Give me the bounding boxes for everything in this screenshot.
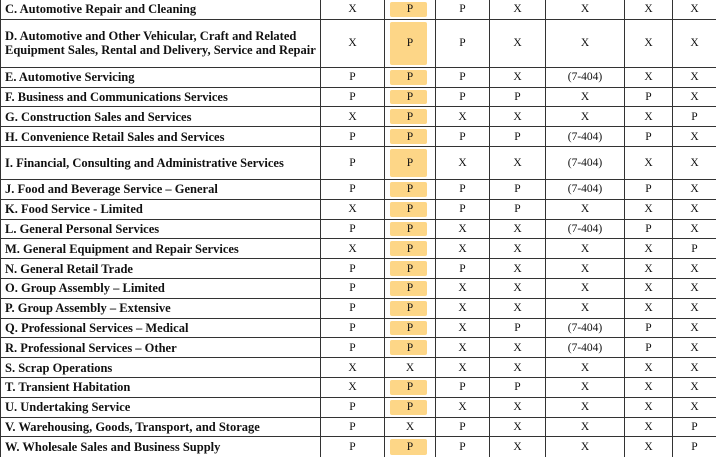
permission-cell: P bbox=[673, 239, 716, 259]
permission-cell: P bbox=[436, 259, 490, 279]
highlighted-permission-cell bbox=[385, 239, 436, 259]
table-row bbox=[1, 417, 716, 437]
permission-cell: X bbox=[436, 298, 490, 318]
permission-value: P bbox=[407, 263, 413, 275]
permission-cell: X bbox=[625, 437, 673, 457]
permission-cell: X bbox=[673, 179, 716, 199]
permission-cell: X bbox=[490, 219, 546, 239]
permission-cell: X bbox=[673, 338, 716, 358]
permission-value: P bbox=[407, 223, 413, 235]
use-category-label: M. General Equipment and Repair Services bbox=[1, 239, 321, 259]
permission-cell: X bbox=[436, 358, 490, 378]
permission-cell: P bbox=[321, 338, 385, 358]
permission-cell: P bbox=[321, 437, 385, 457]
permission-cell: P bbox=[625, 219, 673, 239]
highlighted-permission-cell bbox=[385, 377, 436, 397]
permission-cell: X bbox=[546, 87, 625, 107]
permission-value: P bbox=[407, 282, 413, 294]
permission-cell: X bbox=[673, 146, 716, 179]
permission-cell: X bbox=[490, 19, 546, 67]
permission-cell: X bbox=[546, 199, 625, 219]
table-row bbox=[1, 199, 716, 219]
permission-cell: P bbox=[321, 67, 385, 87]
permission-cell: (7-404) bbox=[546, 318, 625, 338]
permission-cell: X bbox=[490, 107, 546, 127]
permission-cell: (7-404) bbox=[546, 146, 625, 179]
permission-cell: P bbox=[673, 417, 716, 437]
permission-cell: X bbox=[490, 259, 546, 279]
permission-cell: X bbox=[490, 239, 546, 259]
permission-cell: (7-404) bbox=[546, 219, 625, 239]
highlighted-permission-cell bbox=[385, 298, 436, 318]
use-category-label: F. Business and Communications Services bbox=[1, 87, 321, 107]
permission-cell: X bbox=[673, 127, 716, 147]
permission-cell: (7-404) bbox=[546, 338, 625, 358]
permission-value: P bbox=[407, 401, 413, 413]
permission-cell: P bbox=[321, 318, 385, 338]
highlighted-permission-cell bbox=[385, 437, 436, 457]
permission-cell: X bbox=[673, 0, 716, 19]
permission-cell: P bbox=[673, 437, 716, 457]
use-category-label: R. Professional Services – Other bbox=[1, 338, 321, 358]
use-category-label: D. Automotive and Other Vehicular, Craft and Related Equipment Sales, Rental and Delivery, Service and Repair bbox=[1, 19, 321, 67]
permission-cell: X bbox=[321, 377, 385, 397]
permission-cell: P bbox=[436, 377, 490, 397]
permission-cell: P bbox=[321, 146, 385, 179]
permission-value: P bbox=[407, 322, 413, 334]
permission-cell: X bbox=[546, 278, 625, 298]
permission-cell: X bbox=[673, 397, 716, 417]
use-category-label: E. Automotive Servicing bbox=[1, 67, 321, 87]
permission-cell: X bbox=[321, 239, 385, 259]
permission-cell: X bbox=[490, 146, 546, 179]
use-category-label: W. Wholesale Sales and Business Supply bbox=[1, 437, 321, 457]
table-row bbox=[1, 437, 716, 457]
permission-cell: X bbox=[321, 358, 385, 378]
use-category-label: V. Warehousing, Goods, Transport, and Storage bbox=[1, 417, 321, 437]
highlighted-permission-cell bbox=[385, 179, 436, 199]
permission-cell: X bbox=[385, 417, 436, 437]
permission-cell: X bbox=[490, 437, 546, 457]
permission-cell: X bbox=[436, 146, 490, 179]
permission-cell: X bbox=[436, 397, 490, 417]
permission-cell: X bbox=[436, 219, 490, 239]
permission-value: P bbox=[407, 381, 413, 393]
permission-cell: X bbox=[490, 358, 546, 378]
permission-cell: P bbox=[625, 127, 673, 147]
use-category-label: C. Automotive Repair and Cleaning bbox=[1, 0, 321, 19]
table-row bbox=[1, 19, 716, 67]
permission-cell: X bbox=[490, 278, 546, 298]
permission-cell: P bbox=[436, 127, 490, 147]
permission-cell: X bbox=[673, 298, 716, 318]
use-category-label: P. Group Assembly – Extensive bbox=[1, 298, 321, 318]
permission-cell: P bbox=[321, 127, 385, 147]
use-category-label: K. Food Service - Limited bbox=[1, 199, 321, 219]
permission-cell: P bbox=[321, 87, 385, 107]
permission-cell: X bbox=[625, 146, 673, 179]
table-row bbox=[1, 298, 716, 318]
permission-cell: X bbox=[673, 219, 716, 239]
permission-cell: X bbox=[625, 377, 673, 397]
permission-cell: X bbox=[546, 0, 625, 19]
table-row bbox=[1, 259, 716, 279]
table-row bbox=[1, 107, 716, 127]
permission-cell: X bbox=[321, 107, 385, 127]
permission-value: P bbox=[407, 203, 413, 215]
use-category-label: O. Group Assembly – Limited bbox=[1, 278, 321, 298]
permission-cell: X bbox=[625, 397, 673, 417]
permission-cell: P bbox=[625, 87, 673, 107]
highlighted-permission-cell bbox=[385, 67, 436, 87]
permission-cell: X bbox=[546, 298, 625, 318]
table-row bbox=[1, 146, 716, 179]
table-row bbox=[1, 318, 716, 338]
table-row bbox=[1, 127, 716, 147]
table-row bbox=[1, 67, 716, 87]
use-category-label: I. Financial, Consulting and Administrative Services bbox=[1, 146, 321, 179]
permission-cell: (7-404) bbox=[546, 179, 625, 199]
table-row bbox=[1, 278, 716, 298]
permission-cell: X bbox=[625, 417, 673, 437]
highlighted-permission-cell bbox=[385, 338, 436, 358]
permission-cell: P bbox=[436, 87, 490, 107]
permission-cell: X bbox=[625, 239, 673, 259]
permission-cell: X bbox=[673, 199, 716, 219]
permission-value: P bbox=[407, 441, 413, 453]
permission-cell: P bbox=[436, 417, 490, 437]
permission-cell: X bbox=[436, 278, 490, 298]
permission-cell: X bbox=[321, 19, 385, 67]
table-row bbox=[1, 219, 716, 239]
use-category-label: U. Undertaking Service bbox=[1, 397, 321, 417]
permission-value: P bbox=[407, 111, 413, 123]
permission-cell: P bbox=[321, 219, 385, 239]
permission-cell: X bbox=[673, 377, 716, 397]
use-category-label: G. Construction Sales and Services bbox=[1, 107, 321, 127]
permission-cell: X bbox=[436, 318, 490, 338]
permission-cell: X bbox=[385, 358, 436, 378]
permission-cell: P bbox=[321, 417, 385, 437]
permission-cell: X bbox=[546, 358, 625, 378]
permission-cell: X bbox=[546, 239, 625, 259]
permission-cell: (7-404) bbox=[546, 67, 625, 87]
permission-cell: P bbox=[490, 199, 546, 219]
permission-cell: X bbox=[673, 259, 716, 279]
permission-cell: X bbox=[673, 19, 716, 67]
permission-cell: X bbox=[625, 199, 673, 219]
highlighted-permission-cell bbox=[385, 127, 436, 147]
permission-cell: X bbox=[625, 67, 673, 87]
permission-cell: X bbox=[546, 417, 625, 437]
permission-cell: X bbox=[625, 0, 673, 19]
permission-cell: P bbox=[490, 179, 546, 199]
permission-cell: P bbox=[321, 278, 385, 298]
permission-cell: X bbox=[546, 437, 625, 457]
permission-value: P bbox=[407, 91, 413, 103]
table-row bbox=[1, 0, 716, 19]
permission-cell: X bbox=[321, 199, 385, 219]
permission-cell: X bbox=[673, 278, 716, 298]
permission-cell: P bbox=[490, 318, 546, 338]
permission-cell: P bbox=[490, 127, 546, 147]
permission-cell: X bbox=[546, 397, 625, 417]
highlighted-permission-cell bbox=[385, 219, 436, 239]
permission-cell: X bbox=[546, 107, 625, 127]
permission-value: P bbox=[407, 302, 413, 314]
permission-value: P bbox=[407, 131, 413, 143]
highlighted-permission-cell bbox=[385, 278, 436, 298]
permission-cell: X bbox=[490, 67, 546, 87]
permission-cell: X bbox=[546, 19, 625, 67]
permission-cell: (7-404) bbox=[546, 127, 625, 147]
permission-cell: P bbox=[321, 298, 385, 318]
table-body bbox=[1, 0, 716, 457]
permission-value: P bbox=[407, 157, 413, 169]
permission-cell: P bbox=[321, 397, 385, 417]
table-row bbox=[1, 179, 716, 199]
permission-cell: X bbox=[321, 0, 385, 19]
table-row bbox=[1, 239, 716, 259]
highlighted-permission-cell bbox=[385, 199, 436, 219]
permission-cell: P bbox=[436, 179, 490, 199]
permission-cell: P bbox=[436, 199, 490, 219]
permission-cell: X bbox=[673, 318, 716, 338]
table-row bbox=[1, 87, 716, 107]
use-category-label: L. General Personal Services bbox=[1, 219, 321, 239]
table-row bbox=[1, 358, 716, 378]
highlighted-permission-cell bbox=[385, 0, 436, 19]
permission-cell: X bbox=[546, 377, 625, 397]
use-category-label: S. Scrap Operations bbox=[1, 358, 321, 378]
permission-value: P bbox=[407, 342, 413, 354]
use-category-label: Q. Professional Services – Medical bbox=[1, 318, 321, 338]
permission-value: P bbox=[407, 37, 413, 49]
permission-cell: P bbox=[321, 179, 385, 199]
permission-cell: P bbox=[436, 437, 490, 457]
permission-cell: X bbox=[673, 87, 716, 107]
permission-cell: X bbox=[490, 417, 546, 437]
use-category-label: H. Convenience Retail Sales and Services bbox=[1, 127, 321, 147]
permission-cell: P bbox=[625, 338, 673, 358]
permission-value: P bbox=[407, 183, 413, 195]
table-row bbox=[1, 377, 716, 397]
permission-cell: X bbox=[673, 358, 716, 378]
permission-cell: X bbox=[546, 259, 625, 279]
permission-cell: P bbox=[673, 107, 716, 127]
permission-value: P bbox=[407, 243, 413, 255]
permission-cell: P bbox=[490, 87, 546, 107]
highlighted-permission-cell bbox=[385, 87, 436, 107]
permission-cell: P bbox=[490, 377, 546, 397]
permission-value: P bbox=[407, 3, 413, 15]
permission-cell: X bbox=[625, 259, 673, 279]
permission-cell: P bbox=[436, 0, 490, 19]
use-category-label: N. General Retail Trade bbox=[1, 259, 321, 279]
permission-cell: X bbox=[625, 278, 673, 298]
permission-cell: X bbox=[490, 338, 546, 358]
use-category-label: T. Transient Habitation bbox=[1, 377, 321, 397]
permission-cell: X bbox=[436, 338, 490, 358]
permission-cell: P bbox=[625, 179, 673, 199]
permission-cell: X bbox=[625, 358, 673, 378]
highlighted-permission-cell bbox=[385, 397, 436, 417]
use-category-label: J. Food and Beverage Service – General bbox=[1, 179, 321, 199]
highlighted-permission-cell bbox=[385, 146, 436, 179]
highlighted-permission-cell bbox=[385, 318, 436, 338]
permission-cell: X bbox=[673, 67, 716, 87]
permission-cell: X bbox=[490, 298, 546, 318]
permission-value: P bbox=[407, 71, 413, 83]
permission-cell: X bbox=[625, 107, 673, 127]
permission-cell: X bbox=[436, 107, 490, 127]
permission-cell: X bbox=[436, 239, 490, 259]
permission-cell: P bbox=[436, 19, 490, 67]
highlighted-permission-cell bbox=[385, 19, 436, 67]
permission-cell: P bbox=[625, 318, 673, 338]
permission-cell: X bbox=[625, 298, 673, 318]
highlighted-permission-cell bbox=[385, 259, 436, 279]
permission-cell: X bbox=[490, 0, 546, 19]
table-row bbox=[1, 338, 716, 358]
permission-cell: X bbox=[490, 397, 546, 417]
table-row bbox=[1, 397, 716, 417]
permission-cell: P bbox=[321, 259, 385, 279]
permission-cell: X bbox=[625, 19, 673, 67]
permission-cell: P bbox=[436, 67, 490, 87]
highlighted-permission-cell bbox=[385, 107, 436, 127]
